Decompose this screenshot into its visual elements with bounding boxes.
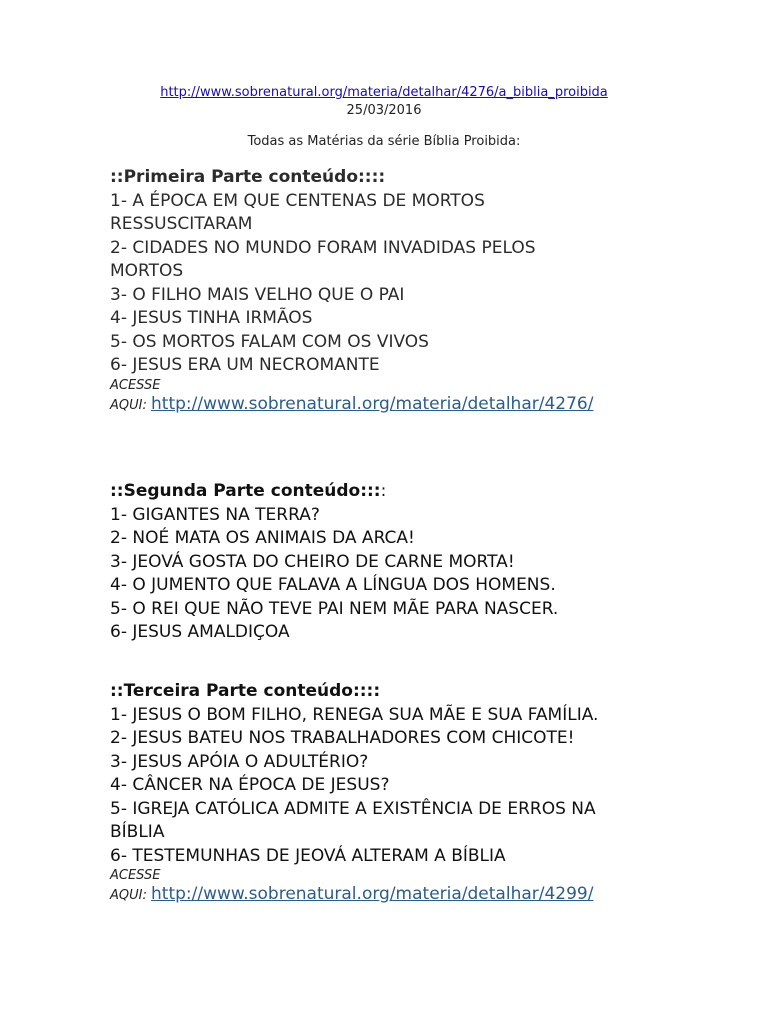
list-item: MORTOS (110, 261, 184, 281)
list-item: 2- NOÉ MATA OS ANIMAIS DA ARCA! (110, 528, 415, 548)
section-segunda-parte (110, 480, 710, 645)
list-item: 5- O REI QUE NÃO TEVE PAI NEM MÃE PARA NASCER. (110, 598, 559, 619)
section-title: ::Segunda Parte conteúdo:::: (110, 481, 387, 501)
list-item: 4- CÂNCER NA ÉPOCA DE JESUS? (110, 775, 390, 795)
list-item: 3- JESUS APÓIA O ADULTÉRIO? (110, 751, 369, 772)
list-item: 4- JESUS TINHA IRMÃOS (110, 308, 313, 328)
list-item: 5- IGREJA CATÓLICA ADMITE A EXISTÊNCIA DE ERROS NA (110, 798, 596, 819)
article-link[interactable]: http://www.sobrenatural.org/materia/detalhar/4276/ (151, 393, 594, 414)
list-item: 1- GIGANTES NA TERRA? (110, 504, 320, 525)
section-title: ::Terceira Parte conteúdo:::: (110, 681, 381, 701)
series-heading: Todas as Matérias da série Bíblia Proibida: (247, 134, 521, 149)
list-item: 6- TESTEMUNHAS DE JEOVÁ ALTERAM A BÍBLIA (110, 845, 506, 866)
access-label-aqui: AQUI (110, 888, 143, 903)
section-title: ::Primeira Parte conteúdo:::: (110, 167, 386, 187)
access-row (110, 393, 710, 417)
list-item: 1- A ÉPOCA EM QUE CENTENAS DE MORTOS (110, 190, 485, 211)
access-label: ACESSE (110, 377, 161, 393)
access-separator: : (142, 888, 147, 903)
source-link[interactable]: http://www.sobrenatural.org/materia/detalhar/4276/a_biblia_proibida (160, 85, 608, 100)
access-label-aqui: AQUI: (110, 397, 147, 413)
article-link[interactable]: http://www.sobrenatural.org/materia/detalhar/4299/ (151, 884, 594, 904)
list-item: 3- JEOVÁ GOSTA DO CHEIRO DE CARNE MORTA! (110, 551, 515, 572)
list-item: 4- O JUMENTO QUE FALAVA A LÍNGUA DOS HOMENS. (110, 575, 556, 595)
list-item: 2- CIDADES NO MUNDO FORAM INVADIDAS PELOS (110, 237, 536, 258)
list-item: 6- JESUS AMALDIÇOA (110, 622, 290, 642)
list-item: 6- JESUS ERA UM NECROMANTE (110, 355, 380, 375)
list-item: RESSUSCITARAM (110, 214, 253, 234)
section-terceira-parte (110, 680, 710, 907)
list-item: 5- OS MORTOS FALAM COM OS VIVOS (110, 331, 429, 352)
list-item: 2- JESUS BATEU NOS TRABALHADORES COM CHICOTE! (110, 728, 575, 748)
list-item: BÍBLIA (110, 822, 165, 842)
list-item: 3- O FILHO MAIS VELHO QUE O PAI (110, 284, 405, 305)
document-date: 25/03/2016 (346, 103, 422, 118)
list-item: 1- JESUS O BOM FILHO, RENEGA SUA MÃE E SUA FAMÍLIA. (110, 704, 599, 725)
access-label: ACESSE (110, 868, 161, 883)
access-row (110, 883, 710, 907)
section-primeira-parte (110, 166, 710, 417)
